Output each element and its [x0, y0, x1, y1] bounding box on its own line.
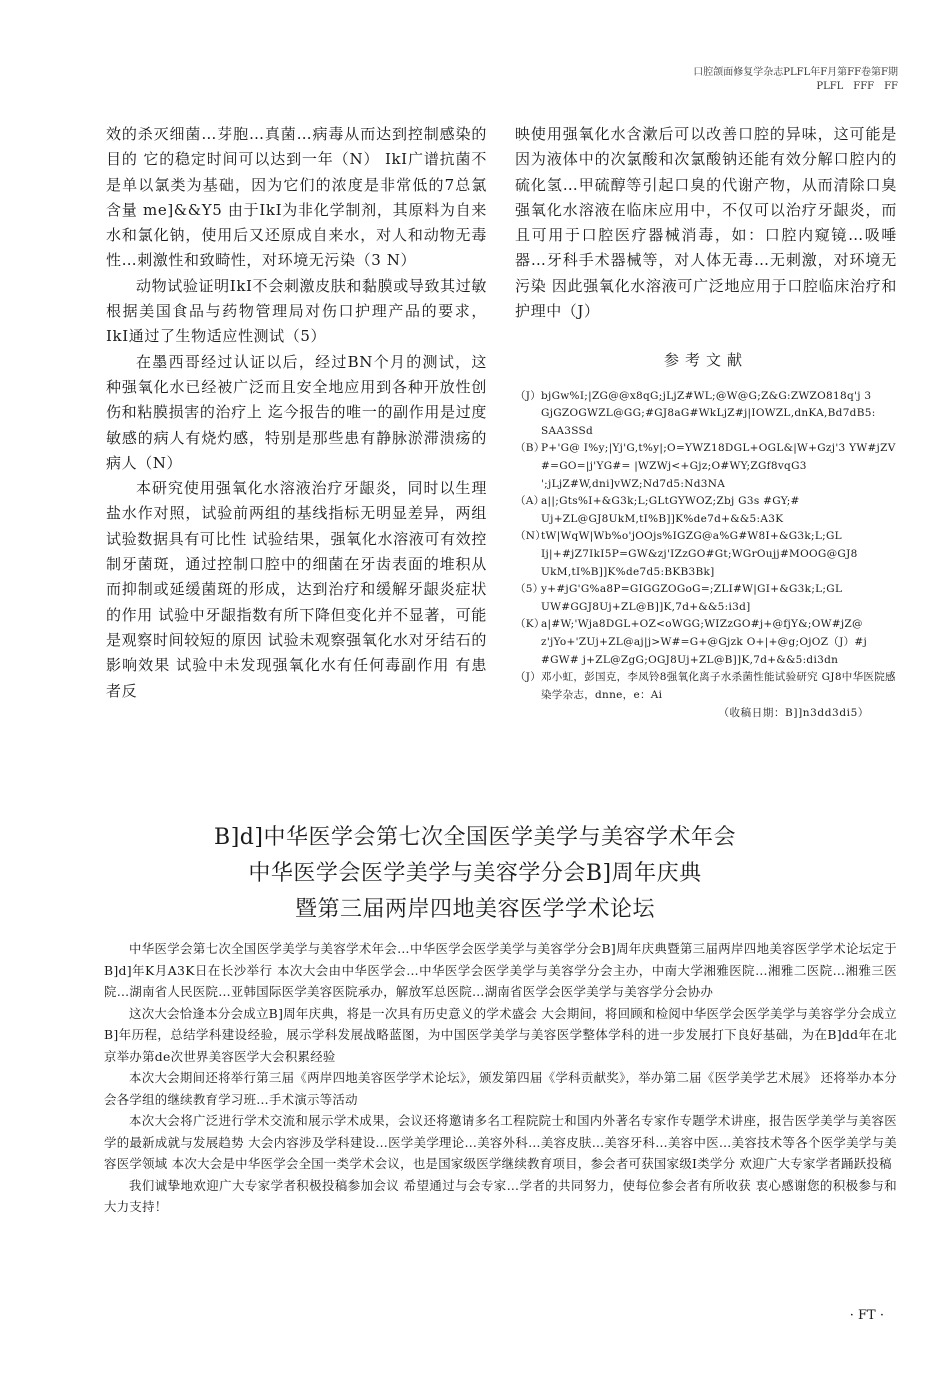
notice-paragraph: 本次大会期间还将举行第三届《两岸四地美容医学学术论坛》，颁发第四届《学科贡献奖》，举办第二届《医学美学艺术展》 还将举办本分会各学组的继续教育学习班…手术演示等活动 — [104, 1070, 897, 1107]
reference-item — [515, 440, 897, 493]
reference-text: tW|WqW|Wb%o'jOOjs%IGZG@a%G#W8I+&G3k;L;GL Ij|+#jZ7IkI5P=GW&zj'IZzGO#Gt;WGrOujj#MOOG@GJ8 UkM,tI%B]]K%de7d5:BKB3Bk] — [541, 530, 858, 578]
reference-text: y+#jG'G%a8P=GIGGZOGoG=;ZLI#W|GI+&G3k;L;GL UW#GGJ8Uj+ZL@B]]K,7d+&&5:i3d] — [541, 583, 843, 613]
reference-text: a|#W;'Wja8DGL+OZ<oWGG;WIZzGO#j+@fjY&;OW#jZ@ z'jYo+'ZUj+ZL@aj|j>W#=G+@Gjzk O+|+@g;OjOZ（J）#j #GW# j+ZL@ZgG;OGJ8Uj+ZL@B]]K,7d+&&5:di3dn — [541, 618, 868, 666]
body-paragraph: 映使用强氧化水含漱后可以改善口腔的异味，这可能是因为液体中的次氯酸和次氯酸钠还能有效分解口腔内的硫化氢…甲硫醇等引起口臭的代谢产物，从而清除口臭 强氧化水溶液在临床应用中，不仅可以治疗牙龈炎，而且可用于口腔医疗器械消毒，如：口腔内窥镜…吸唾器…牙科手术器械等，对人体无毒…无刺激，对环境无污染 因此强氧化水溶液可广泛地应用于口腔临床治疗和护理中（J） — [515, 125, 897, 321]
reference-item — [515, 388, 897, 441]
body-paragraph: 效的杀灭细菌…芽胞…真菌…病毒从而达到控制感染的目的 它的稳定时间可以达到一年（N） IkI广谱抗菌不是单以氯类为基础，因为它们的浓度是非常低的7总氯含量 me]&&Y5 由于IkI为非化学制剂，其原料为自来水和氯化钠，使用后又还原成自来水，对人和动物无毒性…刺激性和致畸性，对环境无污染（3 N） — [106, 125, 487, 270]
notice-paragraph: 我们诚挚地欢迎广大专家学者积极投稿参加会议 希望通过与会专家…学者的共同努力，使每位参会者有所收获 衷心感谢您的积极参与和大力支持！ — [104, 1177, 897, 1214]
reference-item — [515, 493, 897, 528]
reference-item — [515, 616, 897, 669]
reference-text: a||;Gts%I+&G3k;L;GLtGYWOZ;Zbj G3s #GY;# Uj+ZL@GJ8UkM,tI%B]]K%de7d+&&5:A3K — [541, 495, 800, 525]
references-heading: 参考文献 — [663, 351, 748, 370]
reference-number: （J） — [515, 671, 542, 684]
references-list — [515, 388, 897, 705]
notice-paragraph: 中华医学会第七次全国医学美学与美容学术年会…中华医学会医学美学与美容学分会B]周年庆典暨第三届两岸四地美容医学学术论坛定于B]d]年K月A3K日在长沙举行 本次大会由中华医学会…中华医学会医学美学与美容学分会主办，中南大学湘雅医院…湘雅二医院…湘雅三医院…湖南省人民医院…亚韩国际医学美容医院承办，解放军总医院…湖南省医学会医学美学与美容学分会协办 — [104, 941, 897, 999]
right-column — [515, 122, 897, 722]
received-date: （收稿日期：B]]n3dd3di5） — [718, 707, 869, 720]
body-paragraph: 本研究使用强氧化水溶液治疗牙龈炎，同时以生理盐水作对照，试验前两组的基线指标无明显差异，两组试验数据具有可比性 试验结果，强氧化水溶液可有效控制牙菌斑，通过控制口腔中的细菌在牙齿表面的堆积从而抑制或延缓菌斑的形成，达到治疗和缓解牙龈炎症状的作用 试验中牙龈指数有所下降但变化并不显著，可能是观察时间较短的原因 试验未观察强氧化水对牙结石的影响效果 试验中未发现强氧化水有任何毒副作用 有患者反 — [106, 479, 487, 700]
left-column — [106, 122, 487, 704]
reference-text: P+'G@ I%y;|Yj'G,t%y|;O=YWZ18DGL+OGL&|W+Gzj'3 YW#jZV #=GO=|j'YG#= |WZWj<+Gjz;O#WY;ZGf8vqG3 ';jLjZ#W,dni]vWZ;Nd7d5:Nd3NA — [541, 442, 896, 490]
notice-paragraph: 这次大会恰逢本分会成立B]周年庆典，将是一次具有历史意义的学术盛会 大会期间，将回顾和检阅中华医学会医学美学与美容学分会成立B]年历程，总结学科建设经验，展示学科发展战略蓝图，为中国医学美学与美容医学整体学科的进一步发展打下良好基础，为在B]dd年在北京举办第de次世界美容医学大会积累经验 — [104, 1005, 897, 1064]
body-paragraph: 动物试验证明IkI不会刺激皮肤和黏膜或导致其过敏 根据美国食品与药物管理局对伤口护理产品的要求，IkI通过了生物适应性测试（5） — [106, 276, 487, 346]
reference-item — [515, 581, 897, 616]
page-number: · FT · — [849, 1308, 884, 1323]
notice-title-line: 暨第三届两岸四地美容医学学术论坛 — [294, 897, 655, 922]
running-header — [693, 66, 898, 94]
reference-number: （B） — [515, 442, 545, 455]
notice-title-line: B]d]中华医学会第七次全国医学美学与美容学术年会 — [214, 825, 736, 850]
notice-title-line: 中华医学会医学美学与美容学分会B]周年庆典 — [248, 861, 702, 886]
notice-body — [104, 938, 897, 1218]
reference-number: （A） — [515, 495, 545, 508]
journal-pages: PLFL FFF FF — [816, 81, 898, 92]
reference-text: bjGw%I;|ZG@@x8qG;jLjZ#WL;@W@G;Z&G:ZWZO818q'j 3 GjGZOGWZL@GG;#GJ8aG#WkLjZ#j|IOWZL,dnKA,Bd7dB5: SAA3SSd — [541, 389, 876, 437]
notice-title — [0, 820, 950, 928]
reference-number: （N） — [515, 530, 547, 543]
reference-number: （K） — [515, 618, 545, 631]
reference-text: 邓小虹，彭国克，李凤铃8强氧化离子水杀菌性能试验研究 GJ8中华医院感染学杂志，dnne，e：Ai — [541, 671, 896, 701]
reference-number: （J） — [515, 389, 542, 402]
body-paragraph: 在墨西哥经过认证以后，经过BN个月的测试，这种强氧化水已经被广泛而且安全地应用到各种开放性创伤和粘膜损害的治疗上 迄今报告的唯一的副作用是过度敏感的病人有烧灼感，特别是那些患有静脉淤滞溃疡的病人（N） — [106, 352, 487, 472]
reference-item — [515, 528, 897, 581]
notice-paragraph: 本次大会将广泛进行学术交流和展示学术成果，会议还将邀请多名工程院院士和国内外著名专家作专题学术讲座，报告医学美学与美容医学的最新成就与发展趋势 大会内容涉及学科建设…医学美学理论…美容外科…美容皮肤…美容牙科…美容中医…美容技术等各个医学美学与美容医学领域 本次大会是中华医学会全国一类学术会议，也是国家级医学继续教育项目，参会者可获国家级Ⅰ类学分 欢迎广大专家学者踊跃投稿 — [104, 1113, 897, 1171]
reference-number: （5） — [515, 583, 544, 596]
journal-citation: 口腔颌面修复学杂志PLFL年F月第FF卷第F期 — [693, 67, 898, 78]
reference-item — [515, 669, 897, 704]
